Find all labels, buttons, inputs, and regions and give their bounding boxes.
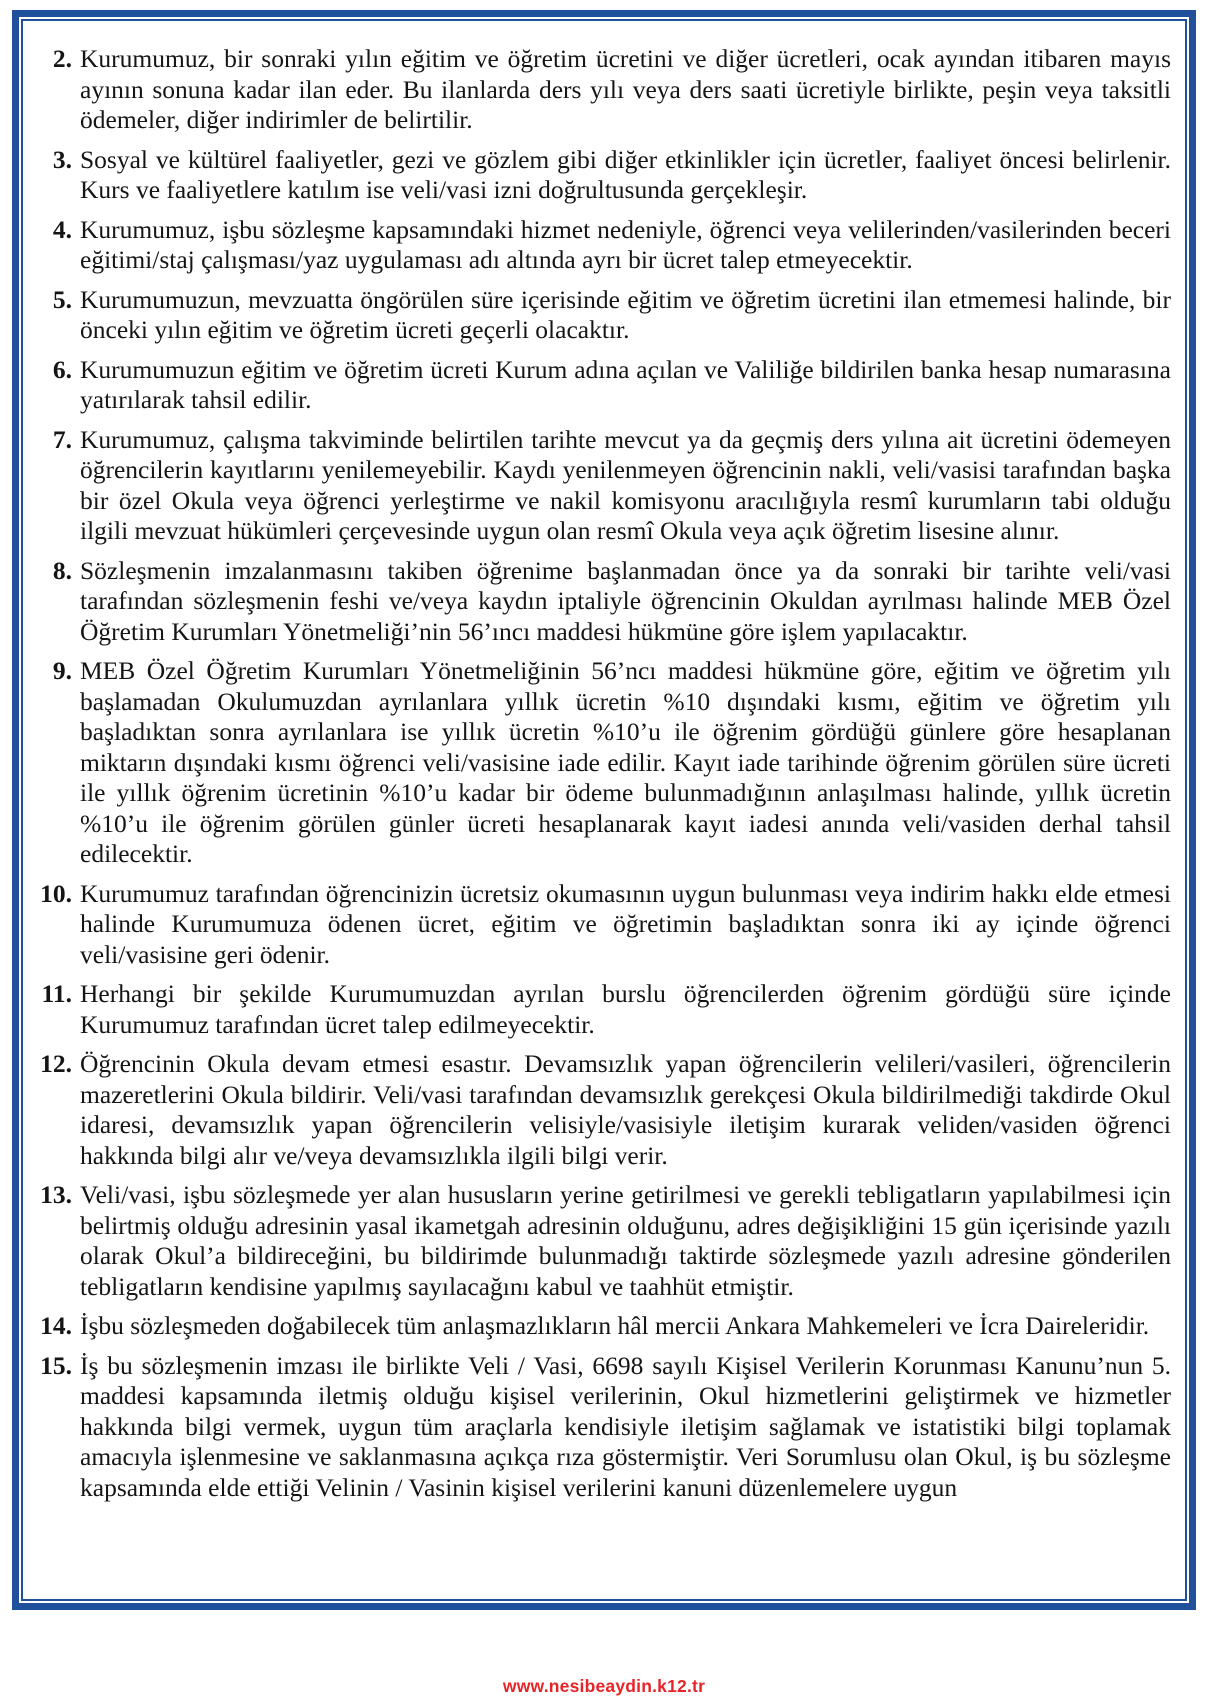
clause-item xyxy=(23,656,1171,870)
clause-number: 8. xyxy=(52,555,72,585)
clause-list xyxy=(23,44,1171,1503)
clause-number: 3. xyxy=(52,144,72,174)
clause-number: 6. xyxy=(52,354,72,384)
clause-text: MEB Özel Öğretim Kurumları Yönetmeliğinin 56’ncı maddesi hükmüne göre, eğitim ve öğretim yılı başlamadan Okulumuzdan ayrılanlara yıllık ücretin %10 dışındaki kısmı, eğitim ve öğretim yılı başladıktan sonra ayrılanlara ise yıllık ücretin %10’u ile öğrenim gördüğü günlere göre hesaplanan miktarın dışındaki kısmı öğrenci veli/vasisine iade edilir. Kayıt iade tarihinde öğrenim görülen süre ücreti ile yıllık öğrenim ücretinin %10’u kadar bir ödeme bulunmadığının anlaşılması halinde, yıllık ücretin %10’u ile öğrenim görülen günler ücreti hesaplanarak kayıt iadesi anında veli/vasiden derhal tahsil edilecektir. xyxy=(80,656,1171,868)
clause-item xyxy=(23,145,1171,206)
clause-number: 2. xyxy=(52,44,72,73)
clause-text: Öğrencinin Okula devam etmesi esastır. Devamsızlık yapan öğrencilerin velileri/vasileri, öğrencilerin mazeretlerini Okula bildirir. Veli/vasi tarafından devamsızlık gerekçesi Okula bildirilmediği takdirde Okul idaresi, devamsızlık yapan öğrencilerin velisiyle/vasisiyle iletişim kurarak veliden/vasiden öğrenci hakkında bilgi alır ve/veya devamsızlıkla ilgili bilgi verir. xyxy=(80,1049,1171,1170)
footer-url: www.nesibeaydin.k12.tr xyxy=(502,1676,706,1696)
clause-text: Sosyal ve kültürel faaliyetler, gezi ve gözlem gibi diğer etkinlikler için ücretler, faaliyet öncesi belirlenir. Kurs ve faaliyetlere katılım ise veli/vasi izni doğrultusunda gerçekleşir. xyxy=(80,144,1171,204)
clause-text: Kurumumuz, bir sonraki yılın eğitim ve öğretim ücretini ve diğer ücretleri, ocak ayından itibaren mayıs ayının sonuna kadar ilan eder. Bu ilanlarda ders yılı veya ders saati ücretiyle birlikte, peşin veya taksitli ödemeler, diğer indirimler de belirtilir. xyxy=(80,44,1171,134)
clause-number: 14. xyxy=(40,1311,72,1340)
clause-number: 5. xyxy=(52,284,72,314)
clause-item xyxy=(23,1351,1171,1504)
clause-item xyxy=(23,879,1171,971)
clause-text: Sözleşmenin imzalanmasını takiben öğrenime başlanmadan önce ya da sonraki bir tarihte veli/vasi tarafından sözleşmenin feshi ve/veya kaydın iptaliyle öğrencinin Okuldan ayrılması halinde MEB Özel Öğretim Kurumları Yönetmeliği’nin 56’ıncı maddesi hükmüne göre işlem yapılacaktır. xyxy=(80,555,1171,646)
clause-number: 13. xyxy=(40,1180,72,1209)
clause-item xyxy=(23,979,1171,1040)
clause-item xyxy=(23,355,1171,416)
clause-number: 12. xyxy=(40,1049,72,1078)
clause-text: Kurumumuzun eğitim ve öğretim ücreti Kurum adına açılan ve Valiliğe bildirilen banka hesap numarasına yatırılarak tahsil edilir. xyxy=(80,354,1171,414)
clause-item xyxy=(23,215,1171,276)
clause-number: 15. xyxy=(40,1350,72,1380)
clause-number: 7. xyxy=(52,424,72,454)
clause-text: Kurumumuz, işbu sözleşme kapsamındaki hizmet nedeniyle, öğrenci veya velilerinden/vasilerinden beceri eğitimi/staj çalışması/yaz uygulaması adı altında ayrı bir ücret talep etmeyecektir. xyxy=(80,214,1171,274)
clause-text: İşbu sözleşmeden doğabilecek tüm anlaşmazlıkların hâl mercii Ankara Mahkemeleri ve İcra Daireleridir. xyxy=(80,1311,1150,1340)
footer xyxy=(0,1676,1208,1697)
clause-text: Kurumumuzun, mevzuatta öngörülen süre içerisinde eğitim ve öğretim ücretini ilan etmemesi halinde, bir önceki yılın eğitim ve öğretim ücreti geçerli olacaktır. xyxy=(80,284,1171,344)
clause-item xyxy=(23,1049,1171,1171)
clause-item xyxy=(23,1311,1171,1342)
clause-text: İş bu sözleşmenin imzası ile birlikte Veli / Vasi, 6698 sayılı Kişisel Verilerin Korunması Kanunu’nun 5. maddesi kapsamında iletmiş olduğu kişisel verilerinin, Okul hizmetlerini geliştirmek ve hizmetler hakkında bilgi vermek, uygun tüm araçlarla kendisiyle iletişim sağlamak ve istatistiki bilgi toplamak amacıyla işlenmesine ve saklanmasına açıkça rıza göstermiştir. Veri Sorumlusu olan Okul, iş bu sözleşme kapsamında elde ettiği Velinin / Vasinin kişisel verilerini kanuni düzenlemelere uygun xyxy=(80,1350,1171,1502)
clause-item xyxy=(23,285,1171,346)
clause-item xyxy=(23,556,1171,648)
clause-item xyxy=(23,44,1171,136)
clause-text: Veli/vasi, işbu sözleşmede yer alan hususların yerine getirilmesi ve gerekli tebligatların yapılabilmesi için belirtmiş olduğu adresinin yasal ikametgah adresinin olduğunu, adres değişikliğini 15 gün içerisinde yazılı olarak Okul’a bildireceğini, bu bildirimde bulunmadığı taktirde sözleşmede yazılı adresine gönderilen tebligatların kendisine yapılmış sayılacağını kabul ve taahhüt etmiştir. xyxy=(80,1180,1171,1301)
clause-number: 4. xyxy=(52,214,72,244)
clause-item xyxy=(23,1180,1171,1302)
page-border-inner xyxy=(21,19,1187,1601)
clause-number: 9. xyxy=(52,656,72,685)
clause-text: Kurumumuz, çalışma takviminde belirtilen tarihte mevcut ya da geçmiş ders yılına ait ücretini ödemeyen öğrencilerin kayıtlarını yenilemeyebilir. Kaydı yenilenmeyen öğrencinin nakli, veli/vasisi tarafından başka bir özel Okula veya öğrenci yerleştirme ve nakil komisyonu aracılığıyla resmî kurumların tabi olduğu ilgili mevzuat hükümleri çerçevesinde uygun olan resmî Okula veya açık öğretim lisesine alınır. xyxy=(80,424,1171,545)
clause-number: 10. xyxy=(40,878,72,908)
clause-text: Kurumumuz tarafından öğrencinizin ücretsiz okumasının uygun bulunması veya indirim hakkı elde etmesi halinde Kurumumuza ödenen ücret, eğitim ve öğretimin başladıktan sonra iki ay içinde öğrenci veli/vasisine geri ödenir. xyxy=(80,878,1171,969)
page-border-frame xyxy=(12,10,1196,1610)
clause-number: 11. xyxy=(41,979,72,1008)
clause-item xyxy=(23,425,1171,547)
clause-text: Herhangi bir şekilde Kurumumuzdan ayrılan burslu öğrencilerden öğrenim gördüğü süre içinde Kurumumuz tarafından ücret talep edilmeyecektir. xyxy=(80,979,1171,1039)
